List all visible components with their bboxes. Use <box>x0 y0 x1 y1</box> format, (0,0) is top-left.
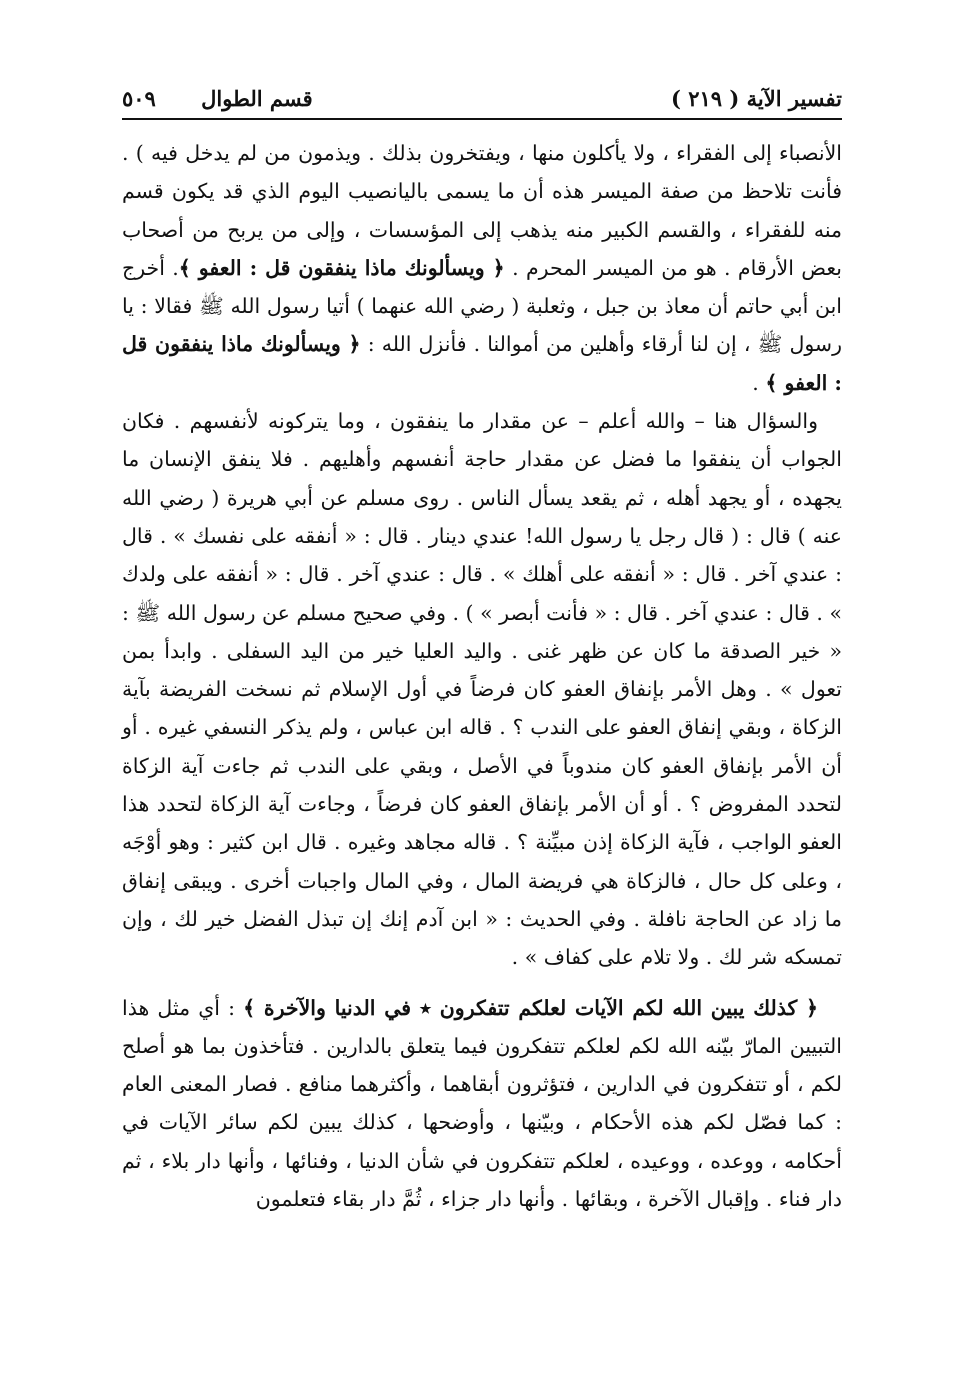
paragraph-3 <box>122 989 842 1219</box>
quran-verse-1: ﴿ ويسألونك ماذا ينفقون قل : العفو ﴾ <box>178 255 505 280</box>
quran-verse-3: ﴿ كذلك يبين الله لكم الآيات لعلكم تتفكرون ٭ في الدنيا والآخرة ﴾ <box>243 995 818 1020</box>
paragraph-3-text-1: : أي مثل هذا التبيين المارّ بيّنه الله لكم لعلكم تتفكرون فيما يتعلق بالدارين . فتأخذون بما هو أصلح لكم ، أو تتفكرون في الدارين ، فتؤثرون أبقاهما ، وأكثرهما منافع . فصار المعنى العام : كما فصّل لكم هذه الأحكام ، وبيّنها ، وأوضحها ، كذلك يبين لكم سائر الآيات في أحكامه ، ووعده ، ووعيده ، لعلكم تتفكرون في شأن الدنيا ، وفنائها ، وأنها دار بلاء ، ثم دار فناء . وإقبال الآخرة ، وبقائها . وأنها دار جزاء ، ثُمَّ دار بقاء فتعلمون <box>122 995 842 1212</box>
header-divider <box>122 118 842 120</box>
page-body <box>122 134 842 1218</box>
paragraph-2: والسؤال هنا – والله أعلم – عن مقدار ما ينفقون ، وما يتركونه لأنفسهم . فكان الجواب أن ينفقوا ما فضل عن مقدار حاجة أنفسهم وأهليهم . فلا ينفق الإنسان ما يجهده ، أو يجهد أهله ، ثم يقعد يسأل الناس . روى مسلم عن أبي هريرة ( رضي الله عنه ) قال : ( قال رجل يا رسول الله! عندي دينار . قال : « أنفقه على نفسك » . قال : عندي آخر . قال : « أنفقه على أهلك » . قال : عندي آخر . قال : « أنفقه على ولدك » . قال : عندي آخر . قال : « فأنت أبصر » ) . وفي صحيح مسلم عن رسول الله ﷺ : « خير الصدقة ما كان عن ظهر غنى . واليد العليا خير من اليد السفلى . وابدأ بمن تعول » . وهل الأمر بإنفاق العفو كان فرضاً في أول الإسلام ثم نسخت الفريضة بآية الزكاة ، وبقي إنفاق العفو على الندب ؟ . قاله ابن عباس ، ولم يذكر النسفي غيره . أو أن الأمر بإنفاق العفو كان مندوباً في الأصل ، وبقي على الندب ثم جاءت آية الزكاة لتحدد المفروض ؟ . أو أن الأمر بإنفاق العفو كان فرضاً ، وجاءت آية الزكاة لتحدد هذا العفو الواجب ، فآية الزكاة إذن مبيِّنة ؟ . قاله مجاهد وغيره . قال ابن كثير : وهو أوْجَه ، وعلى كل حال ، فالزكاة هي فريضة المال ، وفي المال واجبات أخرى . ويبقى إنفاق ما زاد عن الحاجة نافلة . وفي الحديث : « ابن آدم إنك إن تبذل الفضل خير لك ، وإن تمسكه شر لك . ولا تلام على كفاف » . <box>122 409 842 970</box>
paragraph-1-text-2: . أخرج ابن أبي حاتم أن معاذ بن جبل ، وثعلبة ( رضي الله عنهما ) أتيا رسول الله ﷺ فقالا : يا رسول ﷺ ، إن لنا أرقاء وأهلين من أموالنا . فأنزل الله : <box>122 255 843 357</box>
quran-verse-2: ﴿ ويسألونك ماذا ينفقون قل : العفو ﴾ <box>122 332 842 395</box>
paragraph-1 <box>122 134 842 402</box>
book-page <box>122 78 842 1318</box>
page-number: ٥٠٩ <box>122 86 156 111</box>
paragraph-1-text-3: . <box>752 370 759 395</box>
header-left-group <box>122 86 313 111</box>
header-title: تفسير الآية ( ٢١٩ ) <box>670 86 842 111</box>
running-header <box>122 78 842 118</box>
paragraph-1-text-1: الأنصباء إلى الفقراء ، ولا يأكلون منها ، ويفتخرون بذلك . ويذمون من لم يدخل فيه ) . فأنت تلاحظ من صفة الميسر هذه أن ما يسمى باليانصيب اليوم الذي قد يكون قسم منه للفقراء ، والقسم الكبير منه يذهب إلى المؤسسات ، وإلى من يربح من أصحاب بعض الأرقام . هو من الميسر المحرم . <box>122 141 842 280</box>
header-section-name: قسم الطوال <box>201 86 313 111</box>
